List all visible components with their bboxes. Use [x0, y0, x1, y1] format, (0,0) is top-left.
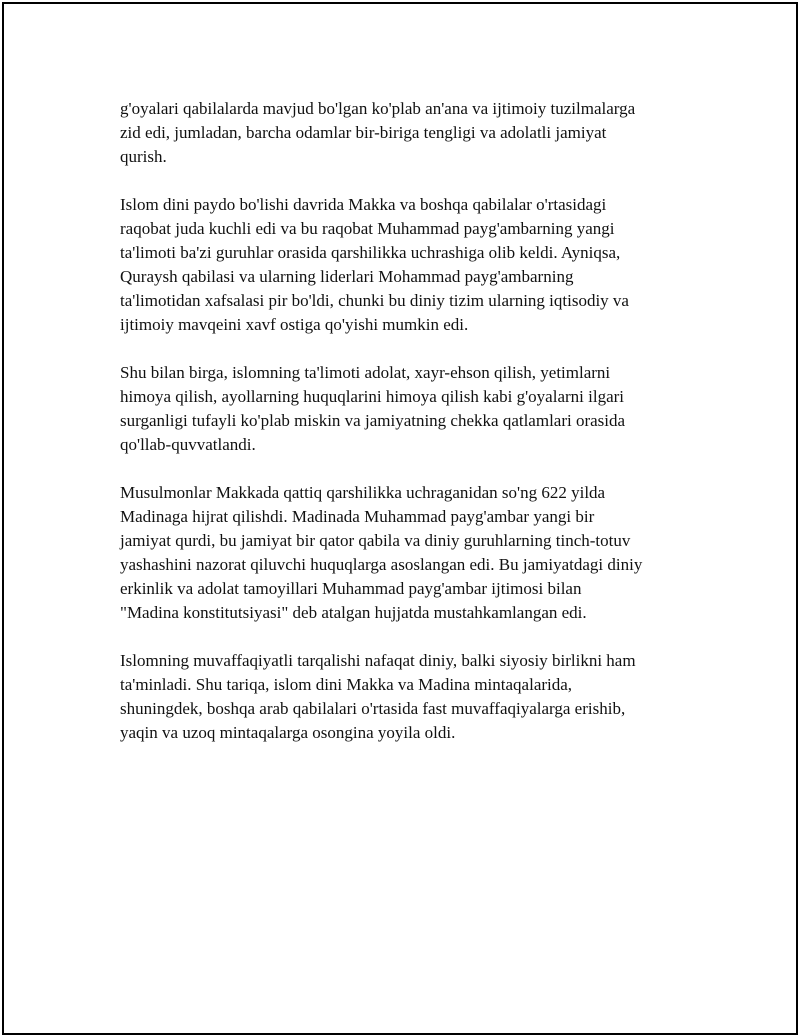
text-line: ta'limoti ba'zi guruhlar orasida qarshilikka uchrashiga olib keldi. Ayniqsa,	[120, 243, 621, 262]
text-line: Islomning muvaffaqiyatli tarqalishi nafaqat diniy, balki siyosiy birlikni ham	[120, 651, 636, 670]
text-line: qurish.	[120, 147, 167, 166]
text-line: g'oyalari qabilalarda mavjud bo'lgan ko'plab an'ana va ijtimoiy tuzilmalarga	[120, 99, 636, 118]
text-line: raqobat juda kuchli edi va bu raqobat Muhammad payg'ambarning yangi	[120, 219, 615, 238]
text-line: qo'llab-quvvatlandi.	[120, 435, 256, 454]
text-line: yaqin va uzoq mintaqalarga osongina yoyila oldi.	[120, 723, 456, 742]
text-line: Musulmonlar Makkada qattiq qarshilikka uchraganidan so'ng 622 yilda	[120, 483, 606, 502]
text-line: "Madina konstitutsiyasi" deb atalgan hujjatda mustahkamlangan edi.	[120, 603, 587, 622]
text-line: Shu bilan birga, islomning ta'limoti adolat, xayr-ehson qilish, yetimlarni	[120, 363, 611, 382]
paragraph-4	[120, 481, 700, 625]
text-line: Madinaga hijrat qilishdi. Madinada Muhammad payg'ambar yangi bir	[120, 507, 595, 526]
document-body	[120, 97, 700, 769]
text-line: zid edi, jumladan, barcha odamlar bir-biriga tengligi va adolatli jamiyat	[120, 123, 607, 142]
paragraph-3	[120, 361, 700, 457]
text-line: Islom dini paydo bo'lishi davrida Makka va boshqa qabilalar o'rtasidagi	[120, 195, 607, 214]
text-line: yashashini nazorat qiluvchi huquqlarga asoslangan edi. Bu jamiyatdagi diniy	[120, 555, 643, 574]
page-frame	[2, 2, 798, 1035]
paragraph-1	[120, 97, 700, 169]
text-line: shuningdek, boshqa arab qabilalari o'rtasida fast muvaffaqiyalarga erishib,	[120, 699, 626, 718]
text-line: himoya qilish, ayollarning huquqlarini himoya qilish kabi g'oyalarni ilgari	[120, 387, 625, 406]
text-line: ta'minladi. Shu tariqa, islom dini Makka va Madina mintaqalarida,	[120, 675, 573, 694]
paragraph-2	[120, 193, 700, 337]
text-line: erkinlik va adolat tamoyillari Muhammad payg'ambar ijtimosi bilan	[120, 579, 582, 598]
text-line: surganligi tufayli ko'plab miskin va jamiyatning chekka qatlamlari orasida	[120, 411, 626, 430]
text-line: ijtimoiy mavqeini xavf ostiga qo'yishi mumkin edi.	[120, 315, 469, 334]
text-line: jamiyat qurdi, bu jamiyat bir qator qabila va diniy guruhlarning tinch-totuv	[120, 531, 631, 550]
paragraph-5	[120, 649, 700, 745]
text-line: ta'limotidan xafsalasi pir bo'ldi, chunki bu diniy tizim ularning iqtisodiy va	[120, 291, 629, 310]
text-line: Quraysh qabilasi va ularning liderlari Mohammad payg'ambarning	[120, 267, 574, 286]
